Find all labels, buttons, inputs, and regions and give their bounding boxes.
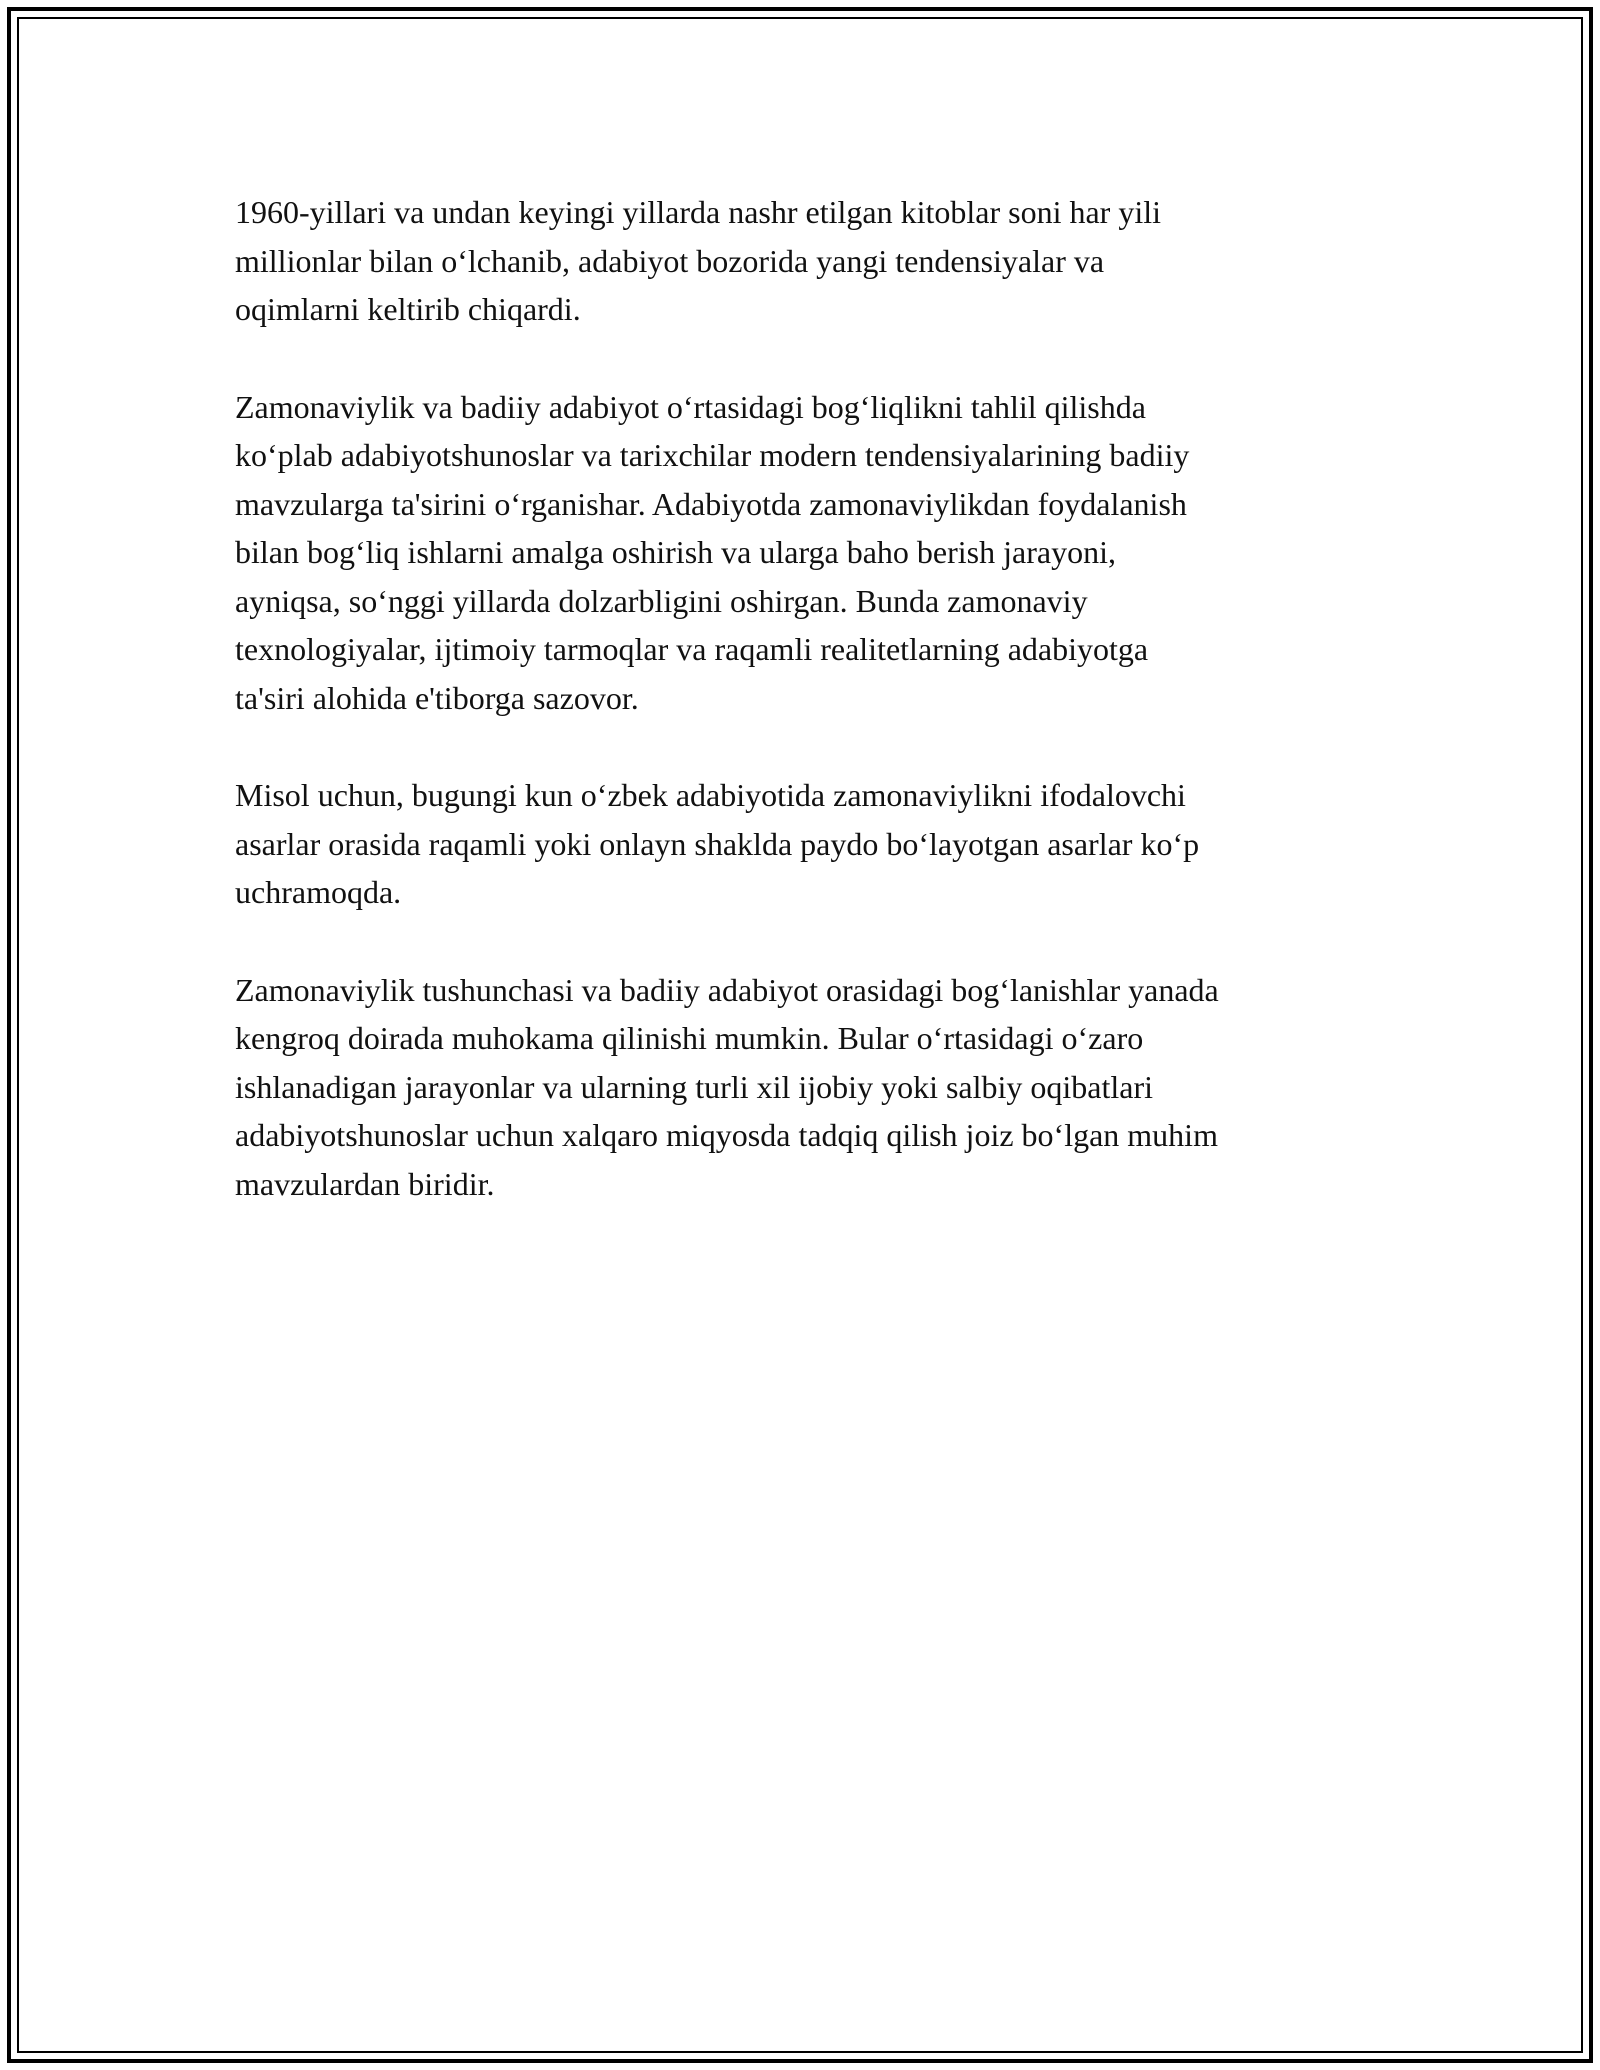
paragraph-3: Misol uchun, bugungi kun o‘zbek adabiyotida zamonaviylikni ifodalovchi asarlar orasida raqamli yoki onlayn shaklda paydo bo‘layotgan asarlar ko‘p uchramoqda. [235, 777, 1200, 910]
document-body [235, 188, 1380, 1257]
paragraph-1: 1960-yillari va undan keyingi yillarda nashr etilgan kitoblar soni har yili millionlar bilan o‘lchanib, adabiyot bozorida yangi tendensiyalar va oqimlarni keltirib chiqardi. [235, 194, 1161, 327]
paragraph-4: Zamonaviylik tushunchasi va badiiy adabiyot orasidagi bog‘lanishlar yanada kengroq doirada muhokama qilinishi mumkin. Bular o‘rtasidagi o‘zaro ishlanadigan jarayonlar va ularning turli xil ijobiy yoki salbiy oqibatlari adabiyotshunoslar uchun xalqaro miqyosda tadqiq qilish joiz bo‘lgan muhim mavzulardan biridir. [235, 971, 1219, 1202]
paragraph-2: Zamonaviylik va badiiy adabiyot o‘rtasidagi bog‘liqlikni tahlil qilishda ko‘plab adabiyotshunoslar va tarixchilar modern tendensiyalarining badiiy mavzularga ta'sirini o‘rganishar. Adabiyotda zamonaviylikdan foydalanish bilan bog‘liq ishlarni amalga oshirish va ularga baho berish jarayoni, ayniqsa, so‘nggi yillarda dolzarbligini oshirgan. Bunda zamonaviy texnologiyalar, ijtimoiy tarmoqlar va raqamli realitetlarning adabiyotga ta'siri alohida e'tiborga sazovor. [235, 388, 1190, 716]
